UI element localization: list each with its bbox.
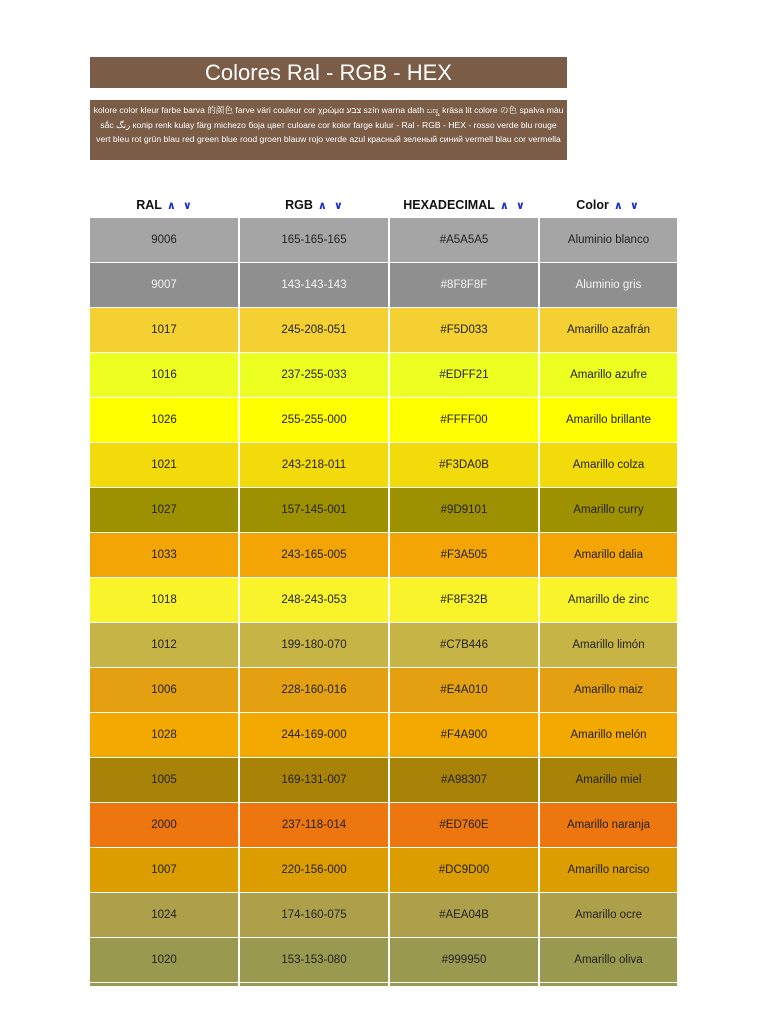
keyword-text: kolore color kleur farbe barva 的颜色 farve väri couleur cor χρώμα צבע szín warna dath ಬಣ್ಣ krāsa lit colore の色 spalva màu sắc رنگ колір renk kulay färg michezo боja цвет culoare cor kolor farge kulur - Ral - RGB - HEX - rosso verde blu rouge vert bleu rot grün blau red green blue rood groen blauw rojo verde azul красный зеленый синий vermell blau cor vermella [93,105,564,144]
hex-cell: #F3DA0B [390,443,540,487]
color-name-cell: Amarillo ocre [540,893,677,937]
table-row [90,757,677,802]
rgb-cell: 248-243-053 [240,578,390,622]
hex-cell: #A5A5A5 [390,218,540,262]
color-name-cell: Amarillo limón [540,623,677,667]
header-rgb [240,198,390,212]
partial-cell [540,983,677,986]
hex-cell: #999950 [390,938,540,982]
table-row [90,802,677,847]
table-row [90,892,677,937]
page-title [90,57,567,88]
rgb-cell: 143-143-143 [240,263,390,307]
partial-cell [390,983,540,986]
header-ral-label: RAL [136,198,162,212]
rgb-cell: 169-131-007 [240,758,390,802]
rgb-cell: 199-180-070 [240,623,390,667]
partial-cell [90,983,240,986]
color-name-cell: Amarillo brillante [540,398,677,442]
ral-cell: 2000 [90,803,240,847]
rgb-cell: 174-160-075 [240,893,390,937]
header-hex-label: HEXADECIMAL [403,198,495,212]
rgb-cell: 228-160-016 [240,668,390,712]
page-title-text: Colores Ral - RGB - HEX [205,59,452,85]
rgb-cell: 245-208-051 [240,308,390,352]
hex-cell: #A98307 [390,758,540,802]
ral-cell: 1006 [90,668,240,712]
table-body [90,217,677,986]
table-row [90,847,677,892]
table-row-partial [90,982,677,986]
rgb-cell: 243-165-005 [240,533,390,577]
color-name-cell: Amarillo oliva [540,938,677,982]
table-row [90,622,677,667]
header-hex [390,198,540,212]
hex-cell: #C7B446 [390,623,540,667]
color-name-cell: Amarillo azafrán [540,308,677,352]
header-rgb-label: RGB [285,198,313,212]
header-color [540,198,677,212]
table-row [90,307,677,352]
ral-cell: 1017 [90,308,240,352]
color-name-cell: Amarillo dalia [540,533,677,577]
color-name-cell: Aluminio gris [540,263,677,307]
table-row [90,487,677,532]
ral-cell: 1007 [90,848,240,892]
rgb-cell: 237-255-033 [240,353,390,397]
header-color-label: Color [576,198,609,212]
hex-cell: #DC9D00 [390,848,540,892]
hex-cell: #EDFF21 [390,353,540,397]
rgb-cell: 157-145-001 [240,488,390,532]
sort-hex-icon[interactable]: ∧ ∨ [499,199,527,212]
ral-cell: 9006 [90,218,240,262]
ral-cell: 1020 [90,938,240,982]
hex-cell: #ED760E [390,803,540,847]
hex-cell: #F4A900 [390,713,540,757]
table-header [90,193,677,217]
table-row [90,352,677,397]
partial-cell [240,983,390,986]
color-name-cell: Amarillo miel [540,758,677,802]
ral-cell: 1018 [90,578,240,622]
table-row [90,442,677,487]
hex-cell: #AEA04B [390,893,540,937]
ral-cell: 1005 [90,758,240,802]
ral-cell: 1028 [90,713,240,757]
color-name-cell: Amarillo de zinc [540,578,677,622]
rgb-cell: 244-169-000 [240,713,390,757]
hex-cell: #9D9101 [390,488,540,532]
color-name-cell: Amarillo melón [540,713,677,757]
rgb-cell: 165-165-165 [240,218,390,262]
ral-cell: 1033 [90,533,240,577]
ral-cell: 9007 [90,263,240,307]
rgb-cell: 220-156-000 [240,848,390,892]
hex-cell: #FFFF00 [390,398,540,442]
table-row [90,262,677,307]
color-name-cell: Amarillo naranja [540,803,677,847]
ral-cell: 1021 [90,443,240,487]
hex-cell: #8F8F8F [390,263,540,307]
ral-cell: 1027 [90,488,240,532]
rgb-cell: 255-255-000 [240,398,390,442]
ral-cell: 1024 [90,893,240,937]
color-name-cell: Aluminio blanco [540,218,677,262]
hex-cell: #F3A505 [390,533,540,577]
sort-rgb-icon[interactable]: ∧ ∨ [317,199,345,212]
color-name-cell: Amarillo colza [540,443,677,487]
sort-color-icon[interactable]: ∧ ∨ [613,199,641,212]
table-row [90,937,677,982]
hex-cell: #F5D033 [390,308,540,352]
ral-cell: 1016 [90,353,240,397]
table-row [90,217,677,262]
table-row [90,397,677,442]
hex-cell: #F8F32B [390,578,540,622]
rgb-cell: 153-153-080 [240,938,390,982]
color-name-cell: Amarillo curry [540,488,677,532]
sort-ral-icon[interactable]: ∧ ∨ [166,199,194,212]
ral-color-table [90,193,677,986]
table-row [90,712,677,757]
table-row [90,667,677,712]
ral-cell: 1012 [90,623,240,667]
keyword-banner [90,100,567,160]
color-name-cell: Amarillo maiz [540,668,677,712]
rgb-cell: 237-118-014 [240,803,390,847]
header-ral [90,198,240,212]
ral-cell: 1026 [90,398,240,442]
color-name-cell: Amarillo narciso [540,848,677,892]
hex-cell: #E4A010 [390,668,540,712]
table-row [90,577,677,622]
table-row [90,532,677,577]
color-name-cell: Amarillo azufre [540,353,677,397]
rgb-cell: 243-218-011 [240,443,390,487]
